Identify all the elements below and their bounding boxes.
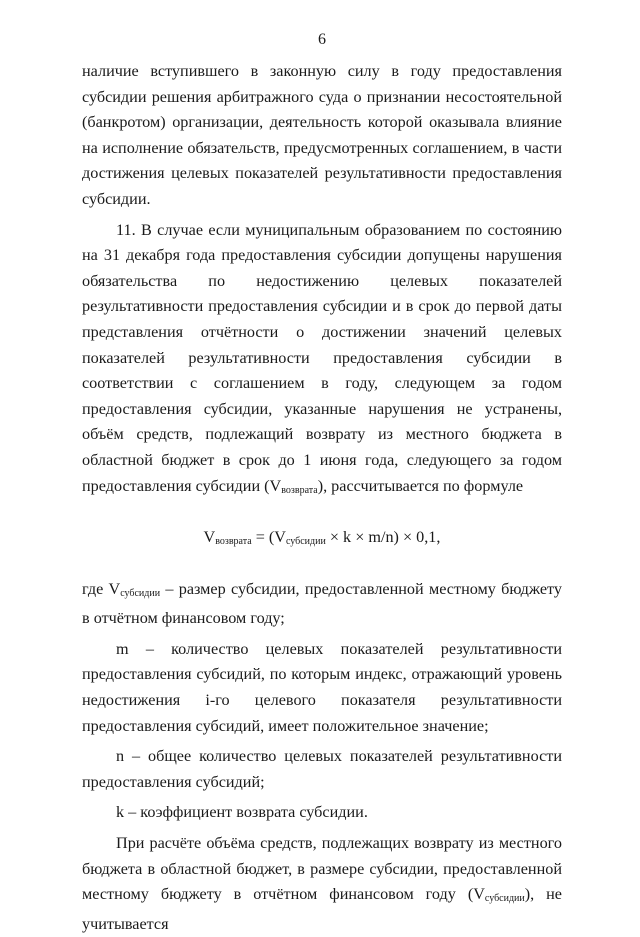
definition-v-subscript: субсидии — [120, 587, 161, 599]
refund-formula — [82, 525, 562, 555]
paragraph-11-refund-rule — [82, 218, 562, 504]
formula-equals: = (V — [251, 528, 286, 547]
definition-n: n – общее количество целевых показателей результативности предоставления субсидий; — [82, 747, 562, 791]
definition-m: m – количество целевых показателей результативности предоставления субсидий, по которым индекс, отражающий уровень недостижения i-го целевого показателя результативности предоставления субсидий, имеет положительное значение; — [82, 639, 562, 735]
subscript-vozvrata: возврата — [281, 484, 318, 496]
paragraph-11-text: 11. В случае если муниципальным образованием по состоянию на 31 декабря года предоставления субсидии допущены нарушения обязательства по недостижению целевых показателей результативности предоставления субсидии и в срок до первой даты представления отчётности о достижении значений целевых показателей результативности предоставления субсидии в соответствии с соглашением в году, следующем за годом предоставления субсидии, указанные нарушения не устранены, объём средств, подлежащий возврату из местного бюджета в областной бюджет в срок до 1 июня года, следующего за годом предоставления субсидии (V — [82, 220, 562, 495]
paragraph-calculation-note — [82, 831, 562, 937]
definition-v-text: – размер субсидии, предоставленной местному бюджету в отчётном финансовом году; — [82, 579, 562, 628]
definition-v-prefix: где V — [82, 579, 121, 598]
paragraph-bankruptcy-condition: наличие вступившего в законную силу в году предоставления субсидии решения арбитражного суда о признании несостоятельной (банкротом) организации, деятельность которой оказывала влияние на исполнение обязательств, предусмотренных соглашением, в части достижения целевых показателей результативности предоставления субсидии. — [82, 62, 562, 208]
formula-rest: × k × m/n) × 0,1, — [325, 528, 441, 547]
calculation-note-tail: ), не учитывается — [82, 885, 562, 933]
formula-subscript-subsidii: субсидии — [285, 536, 326, 548]
definition-k: k – коэффициент возврата субсидии. — [116, 803, 368, 822]
calculation-note-subscript: субсидии — [484, 893, 525, 905]
formula-subscript-vozvrata: возврата — [215, 536, 252, 548]
formula-v: V — [203, 528, 216, 547]
calculation-note-text: При расчёте объёма средств, подлежащих возврату из местного бюджета в областной бюджет, в размере субсидии, предоставленной местному бюджету в отчётном финансовом году (V — [82, 834, 562, 904]
definition-v-subsidii — [82, 577, 562, 632]
page-number: 6 — [318, 31, 326, 48]
paragraph-11-tail: ), рассчитывается по формуле — [317, 476, 524, 495]
